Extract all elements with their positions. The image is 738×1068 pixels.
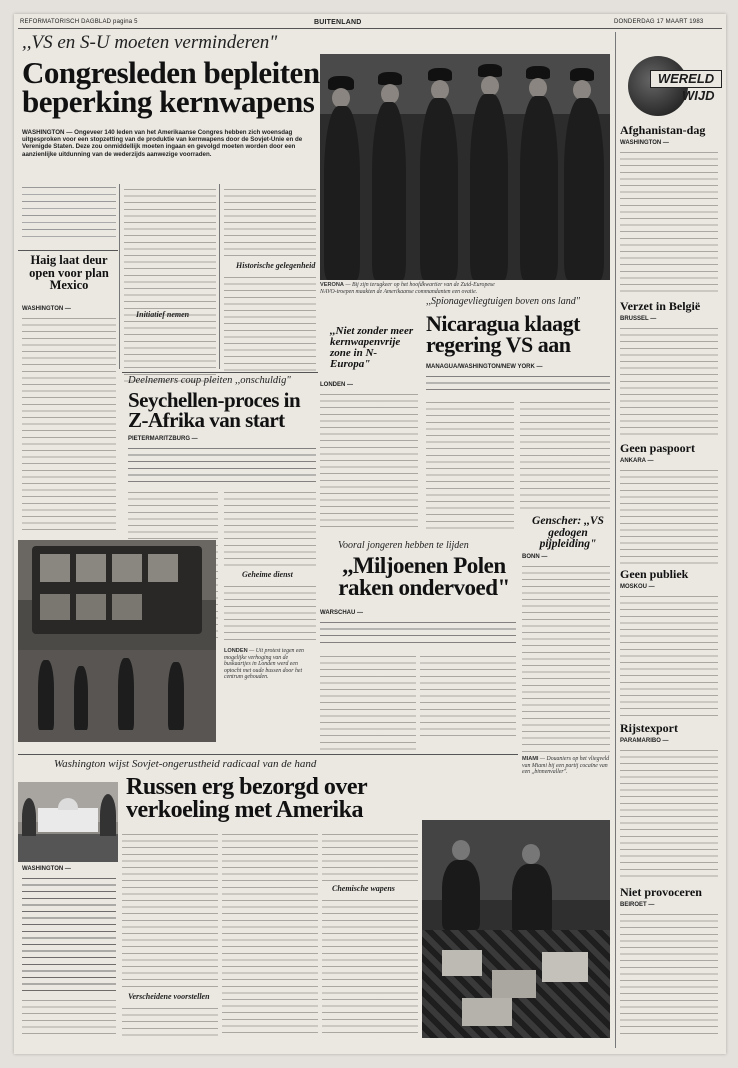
russen-subhead1: Verscheidene voorstellen xyxy=(128,992,210,1001)
seychellen-kicker: Deelnemers coup pleiten ,,onschuldig" xyxy=(128,375,291,386)
sidebar-byline-1: BRUSSEL — xyxy=(620,316,657,322)
mexico-body xyxy=(22,314,116,536)
newspaper-page xyxy=(14,14,726,1054)
sidebar-byline-5: BEIROET — xyxy=(620,902,655,908)
sidebar-body-5 xyxy=(620,910,718,1038)
seychellen-col3 xyxy=(224,582,316,644)
sidebar-body-2 xyxy=(620,466,718,566)
sidebar-byline-2: ANKARA — xyxy=(620,458,654,464)
main-kicker: ,,VS en S-U moeten verminderen" xyxy=(22,32,278,53)
polen-byline: WARSCHAU — xyxy=(320,610,363,616)
russen-col3 xyxy=(222,830,318,1038)
niet-zonder-headline: ,,Niet zonder meer kernwapenvrije zone in N-Europa" xyxy=(330,325,414,370)
russen-byline: WASHINGTON — xyxy=(22,866,71,872)
miami-caption: MIAMI — Douaniers op het vliegveld van Miami bij een partij cocaïne van een ,,binnenvaller". xyxy=(522,756,610,776)
wereld-wijd-logo xyxy=(620,56,720,120)
header-rule xyxy=(18,28,722,29)
logo-text-1: WERELD xyxy=(650,70,722,88)
main-body-col1 xyxy=(22,185,116,247)
main-body-col3b xyxy=(224,273,316,373)
seychellen-subhead: Geheime dienst xyxy=(242,570,293,579)
russen-subhead2: Chemische wapens xyxy=(332,884,395,893)
russen-col2 xyxy=(122,830,218,990)
header-paper-name: REFORMATORISCH DAGBLAD pagina 5 xyxy=(20,19,138,25)
sidebar-body-0 xyxy=(620,148,718,296)
polen-col1 xyxy=(320,652,416,752)
subhead-initiatief: Initiatief nemen xyxy=(136,310,190,319)
seychellen-byline: PIETERMARITZBURG — xyxy=(128,436,198,442)
london-caption-text: Uit protest tegen een mogelijke verhoging van de buskaartjes in Londen werd een optocht met oude bussen door het centrum gehouden. xyxy=(224,648,304,681)
rule xyxy=(18,250,118,251)
polen-headline: ,,Miljoenen Polen raken ondervoed" xyxy=(338,553,510,600)
mexico-byline: WASHINGTON — xyxy=(22,306,71,312)
niet-zonder-body xyxy=(320,390,418,532)
miami-caption-place: MIAMI xyxy=(522,756,539,762)
sidebar-title-5: Niet provoceren xyxy=(620,885,702,899)
russen-lead xyxy=(22,874,116,992)
miami-photo xyxy=(422,820,610,1038)
russen-kicker: Washington wijst Sovjet-ongerustheid radicaal van de hand xyxy=(54,758,317,770)
russen-col4b xyxy=(322,896,418,1038)
verona-photo xyxy=(320,54,610,280)
nicaragua-lead xyxy=(426,372,610,394)
rule xyxy=(122,372,318,373)
main-body-col2 xyxy=(124,185,216,385)
verona-caption: VERONA — Bij zijn terugkeer op het hoofdkwartier van de Zuid-Europese NAVO-troepen maakten de Amerikaanse commandanten een ovatie. xyxy=(320,282,495,295)
polen-col2 xyxy=(420,652,516,742)
london-caption-place: LONDEN xyxy=(224,648,248,654)
nicaragua-headline: Nicaragua klaagt regering VS aan xyxy=(426,311,580,357)
nicaragua-col2 xyxy=(520,398,610,510)
header-date: DONDERDAG 17 MAART 1983 xyxy=(614,19,704,25)
main-body-col3a xyxy=(224,185,316,259)
rule xyxy=(18,754,518,755)
russen-col2b xyxy=(122,1004,218,1038)
main-lead: WASHINGTON — Ongeveer 140 leden van het Amerikaanse Congres hebben zich woensdag uitgesproken voor een stopzetting van de produktie van kernwapens door de Sovjet-Unie en de Verenigde Staten. Deze zou onmiddellijk moeten ingaan en gevolgd moeten worden door een aanzienlijke uitdunning van de wederzijds aanwezige voorraden. xyxy=(22,129,303,158)
seychellen-headline: Seychellen-proces in Z-Afrika van start xyxy=(128,388,301,432)
nicaragua-kicker: ,,Spionagevliegtuigen boven ons land" xyxy=(426,296,580,307)
sidebar-title-3: Geen publiek xyxy=(620,567,689,581)
verona-caption-text: Bij zijn terugkeer op het hoofdkwartier van de Zuid-Europese NAVO-troepen maakten de Amerikaanse commandanten een ovatie. xyxy=(320,282,495,295)
sidebar-title-2: Geen paspoort xyxy=(620,441,695,455)
niet-zonder-byline: LONDEN — xyxy=(320,382,353,388)
mexico-headline: Haig laat deur open voor plan Mexico xyxy=(29,253,109,292)
sidebar-body-1 xyxy=(620,324,718,440)
sidebar-divider xyxy=(615,32,616,1048)
verona-caption-place: VERONA xyxy=(320,282,344,288)
sidebar-byline-3: MOSKOU — xyxy=(620,584,655,590)
genscher-headline: Genscher: ,,VS gedogen pijpleiding" xyxy=(532,515,604,550)
russen-headline: Russen erg bezorgd over verkoeling met Amerika xyxy=(126,774,367,823)
seychellen-lead xyxy=(128,444,316,484)
main-headline: Congresleden bepleiten beperking kernwapens xyxy=(22,55,320,120)
nicaragua-col1 xyxy=(426,398,514,532)
seychellen-col2 xyxy=(224,488,316,568)
russen-col4a xyxy=(322,830,418,882)
genscher-byline: BONN — xyxy=(522,554,548,560)
nicaragua-byline: MANAGUA/WASHINGTON/NEW YORK — xyxy=(426,364,543,370)
column-divider xyxy=(119,184,120,369)
russen-col1 xyxy=(22,996,116,1036)
white-house-photo xyxy=(18,782,118,862)
london-caption: LONDEN — Uit protest tegen een mogelijke verhoging van de buskaartjes in Londen werd een optocht met oude bussen door het centrum gehouden. xyxy=(224,648,304,681)
polen-kicker: Vooral jongeren hebben te lijden xyxy=(338,540,469,551)
subhead-historisch: Historische gelegenheid xyxy=(236,261,316,270)
header-section: BUITENLAND xyxy=(314,19,362,26)
sidebar-title-1: Verzet in België xyxy=(620,299,701,313)
sidebar-body-4 xyxy=(620,746,718,882)
sidebar-title-4: Rijstexport xyxy=(620,721,678,735)
london-photo xyxy=(18,540,216,742)
logo-text-2: WIJD xyxy=(682,88,715,103)
genscher-body xyxy=(522,562,610,752)
miami-caption-text: Douaniers op het vliegveld van Miami bij een partij cocaïne van een ,,binnenvaller". xyxy=(522,756,610,776)
sidebar-byline-4: PARAMARIBO — xyxy=(620,738,669,744)
polen-lead xyxy=(320,618,516,648)
column-divider xyxy=(219,184,220,369)
sidebar-byline-0: WASHINGTON — xyxy=(620,140,669,146)
sidebar-title-0: Afghanistan-dag xyxy=(620,123,706,137)
sidebar-body-3 xyxy=(620,592,718,718)
